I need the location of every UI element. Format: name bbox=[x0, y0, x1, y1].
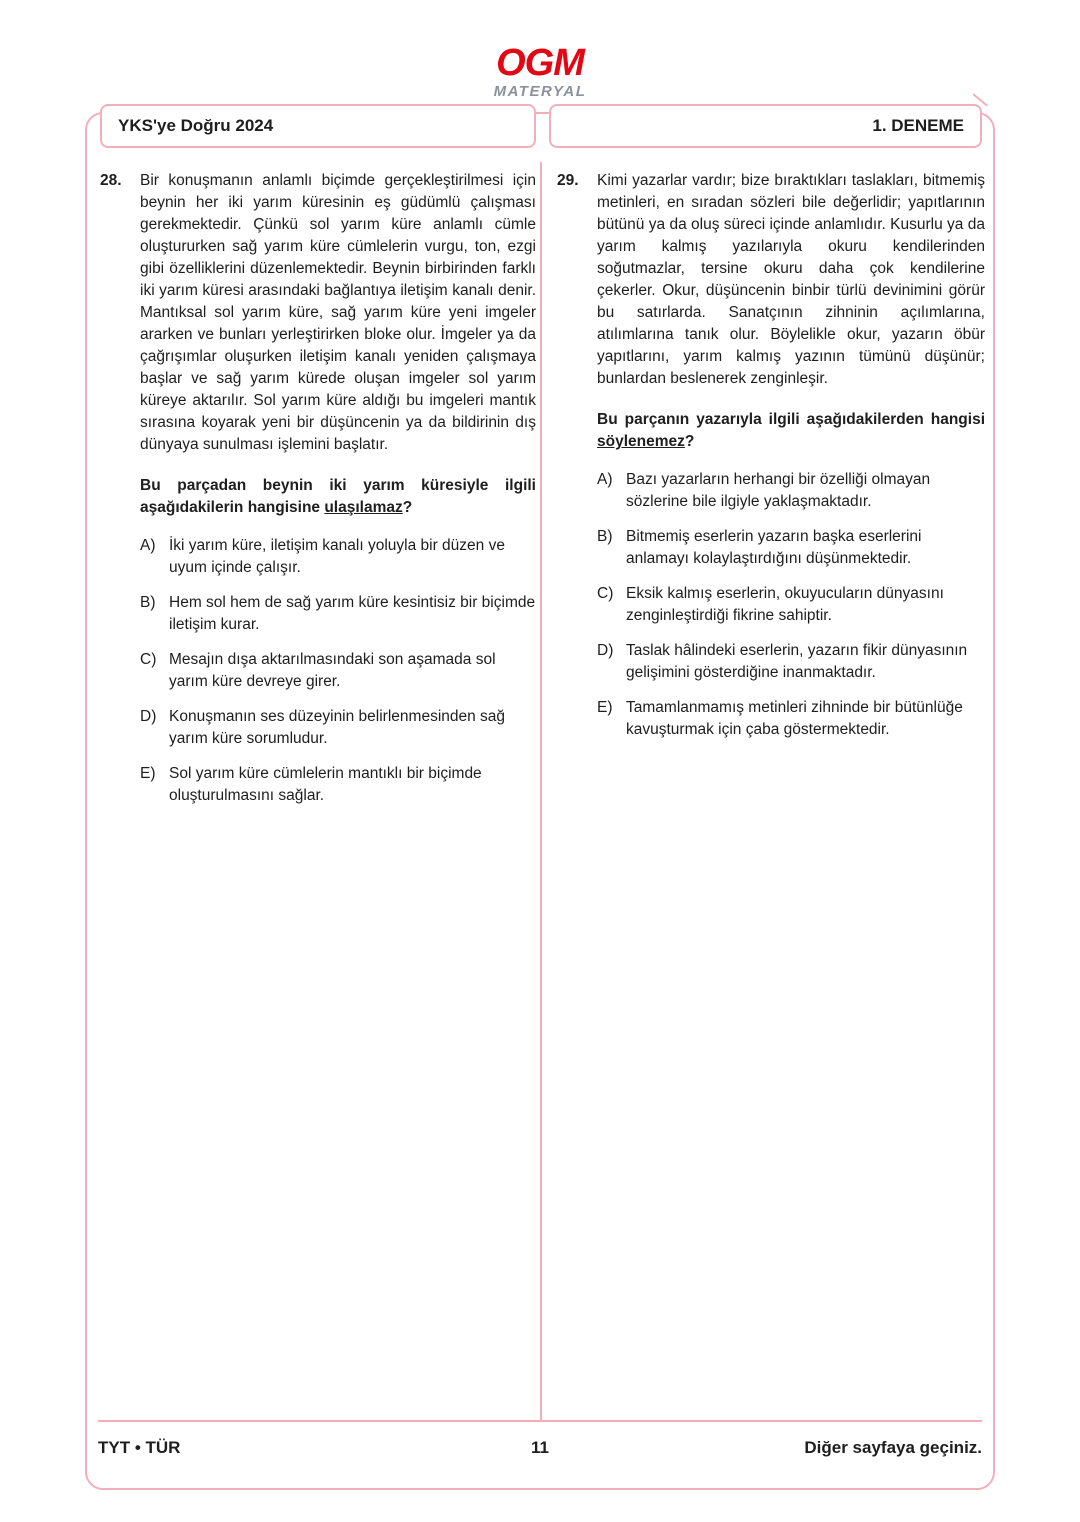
option-text: İki yarım küre, iletişim kanalı yoluyla bir düzen ve uyum içinde çalışır. bbox=[169, 537, 505, 576]
question-body bbox=[140, 170, 536, 807]
option-text: Konuşmanın ses düzeyinin belirlenmesinden sağ yarım küre sorumludur. bbox=[169, 708, 506, 747]
logo-title: OGM bbox=[496, 42, 584, 84]
option-e bbox=[140, 763, 536, 807]
option-letter: C) bbox=[597, 585, 614, 602]
option-letter: A) bbox=[597, 471, 613, 488]
column-divider bbox=[540, 162, 542, 1420]
option-text: Taslak hâlindeki eserlerin, yazarın fikir dünyasının gelişimini gösterdiğine inanmaktadır. bbox=[626, 642, 968, 681]
option-text: Tamamlanmamış metinleri zihninde bir bütünlüğe kavuşturmak için çaba göstermektedir. bbox=[626, 699, 963, 738]
option-letter: D) bbox=[140, 708, 157, 725]
question-29 bbox=[557, 170, 985, 741]
option-letter: A) bbox=[140, 537, 156, 554]
option-a bbox=[597, 469, 985, 513]
option-text: Bitmemiş eserlerin yazarın başka eserlerini anlamayı kolaylaştırdığını düşünmektedir. bbox=[626, 528, 922, 567]
footer-instruction: Diğer sayfaya geçiniz. bbox=[804, 1438, 983, 1457]
option-a bbox=[140, 535, 536, 579]
question-number: 29. bbox=[557, 172, 579, 189]
option-text: Sol yarım küre cümlelerin mantıklı bir biçimde oluşturulmasını sağlar. bbox=[169, 765, 482, 804]
option-letter: E) bbox=[597, 699, 613, 716]
option-text: Eksik kalmış eserlerin, okuyucuların dünyasını zenginleştirdiği fikrine sahiptir. bbox=[626, 585, 944, 624]
logo-subtitle: MATERYAL bbox=[493, 83, 587, 100]
test-name-label: 1. DENEME bbox=[872, 116, 964, 135]
stem-text: Bu parçadan beynin iki yarım küresiyle ilgili aşağıdakilerin hangisine bbox=[140, 477, 536, 516]
option-text: Hem sol hem de sağ yarım küre kesintisiz bir biçimde iletişim kurar. bbox=[169, 594, 536, 633]
option-letter: E) bbox=[140, 765, 156, 782]
publisher-logo bbox=[0, 44, 1080, 100]
stem-text: Bu parçanın yazarıyla ilgili aşağıdakilerden hangisi bbox=[597, 411, 985, 428]
header-box-test-name bbox=[549, 104, 982, 148]
options-list bbox=[140, 535, 536, 807]
question-number: 28. bbox=[100, 172, 122, 189]
option-letter: C) bbox=[140, 651, 157, 668]
stem-underlined-word: söylenemez bbox=[597, 433, 685, 450]
option-d bbox=[597, 640, 985, 684]
column-right bbox=[557, 170, 985, 741]
question-stem bbox=[597, 409, 985, 453]
exam-name-label: YKS'ye Doğru 2024 bbox=[118, 116, 274, 135]
question-28 bbox=[100, 170, 536, 807]
footer bbox=[98, 1438, 982, 1458]
option-d bbox=[140, 706, 536, 750]
option-c bbox=[597, 583, 985, 627]
footer-divider bbox=[98, 1420, 982, 1422]
option-letter: B) bbox=[140, 594, 156, 611]
footer-test-code: TYT • TÜR bbox=[98, 1438, 181, 1457]
question-passage: Bir konuşmanın anlamlı biçimde gerçekleştirilmesi için beynin her iki yarım küresinin eş güdümlü çalışması gerekmektedir. Çünkü sol yarım küre anlamlı cümle oluştururken sağ yarım küre cümlelerin vurgu, ton, ezgi gibi özelliklerini düzenlemektedir. Beynin birbirinden farklı iki yarım küresi arasındaki bağlantıya iletişim kanalı denir. Mantıksal sol yarım küre, sağ yarım küre yeni imgeler ararken ve bunları yerleştirirken bloke olur. İmgeler ya da çağrışımlar oluşurken iletişim kanalı yeniden çalışmaya başlar ve sağ yarım kürede oluşan imgeler sol yarım küreye aktarılır. Sol yarım küre aldığı bu imgeleri mantık sırasına koyarak yeni bir düşüncenin ya da bildirinin dış dünyaya sunulması işlemini başlatır. bbox=[140, 172, 536, 453]
question-stem bbox=[140, 475, 536, 519]
options-list bbox=[597, 469, 985, 741]
column-left bbox=[100, 170, 536, 807]
option-b bbox=[140, 592, 536, 636]
option-e bbox=[597, 697, 985, 741]
option-letter: D) bbox=[597, 642, 614, 659]
option-b bbox=[597, 526, 985, 570]
option-letter: B) bbox=[597, 528, 613, 545]
page-number: 11 bbox=[531, 1438, 549, 1457]
header-box-exam-name bbox=[100, 104, 536, 148]
question-body bbox=[597, 170, 985, 741]
stem-punctuation: ? bbox=[402, 499, 413, 516]
question-passage: Kimi yazarlar vardır; bize bıraktıkları taslakları, bitmemiş metinleri, en sıradan sözleri bile değerlidir; yapıtlarının bütünü ya da oluş süreci içinde anlamlıdır. Kusurlu ya da yarım kalmış yazılarıyla okuru kendilerinden soğutmazlar, tersine okuru daha çok kendilerine çekerler. Okur, düşüncenin binbir türlü devinimini görür bu satırlarda. Sanatçının zihninin açılımlarına, atılımlarına tanık olur. Böylelikle okur, yazarın öbür yapıtlarını, yarım kalmış yazının tümünü düşünür; bunlardan beslenerek zenginleşir. bbox=[597, 172, 985, 387]
stem-underlined-word: ulaşılamaz bbox=[324, 499, 403, 516]
option-text: Mesajın dışa aktarılmasındaki son aşamada sol yarım küre devreye girer. bbox=[169, 651, 496, 690]
option-c bbox=[140, 649, 536, 693]
option-text: Bazı yazarların herhangi bir özelliği olmayan sözlerine bile ilgiyle yaklaşmaktadır. bbox=[626, 471, 931, 510]
stem-punctuation: ? bbox=[684, 433, 695, 450]
